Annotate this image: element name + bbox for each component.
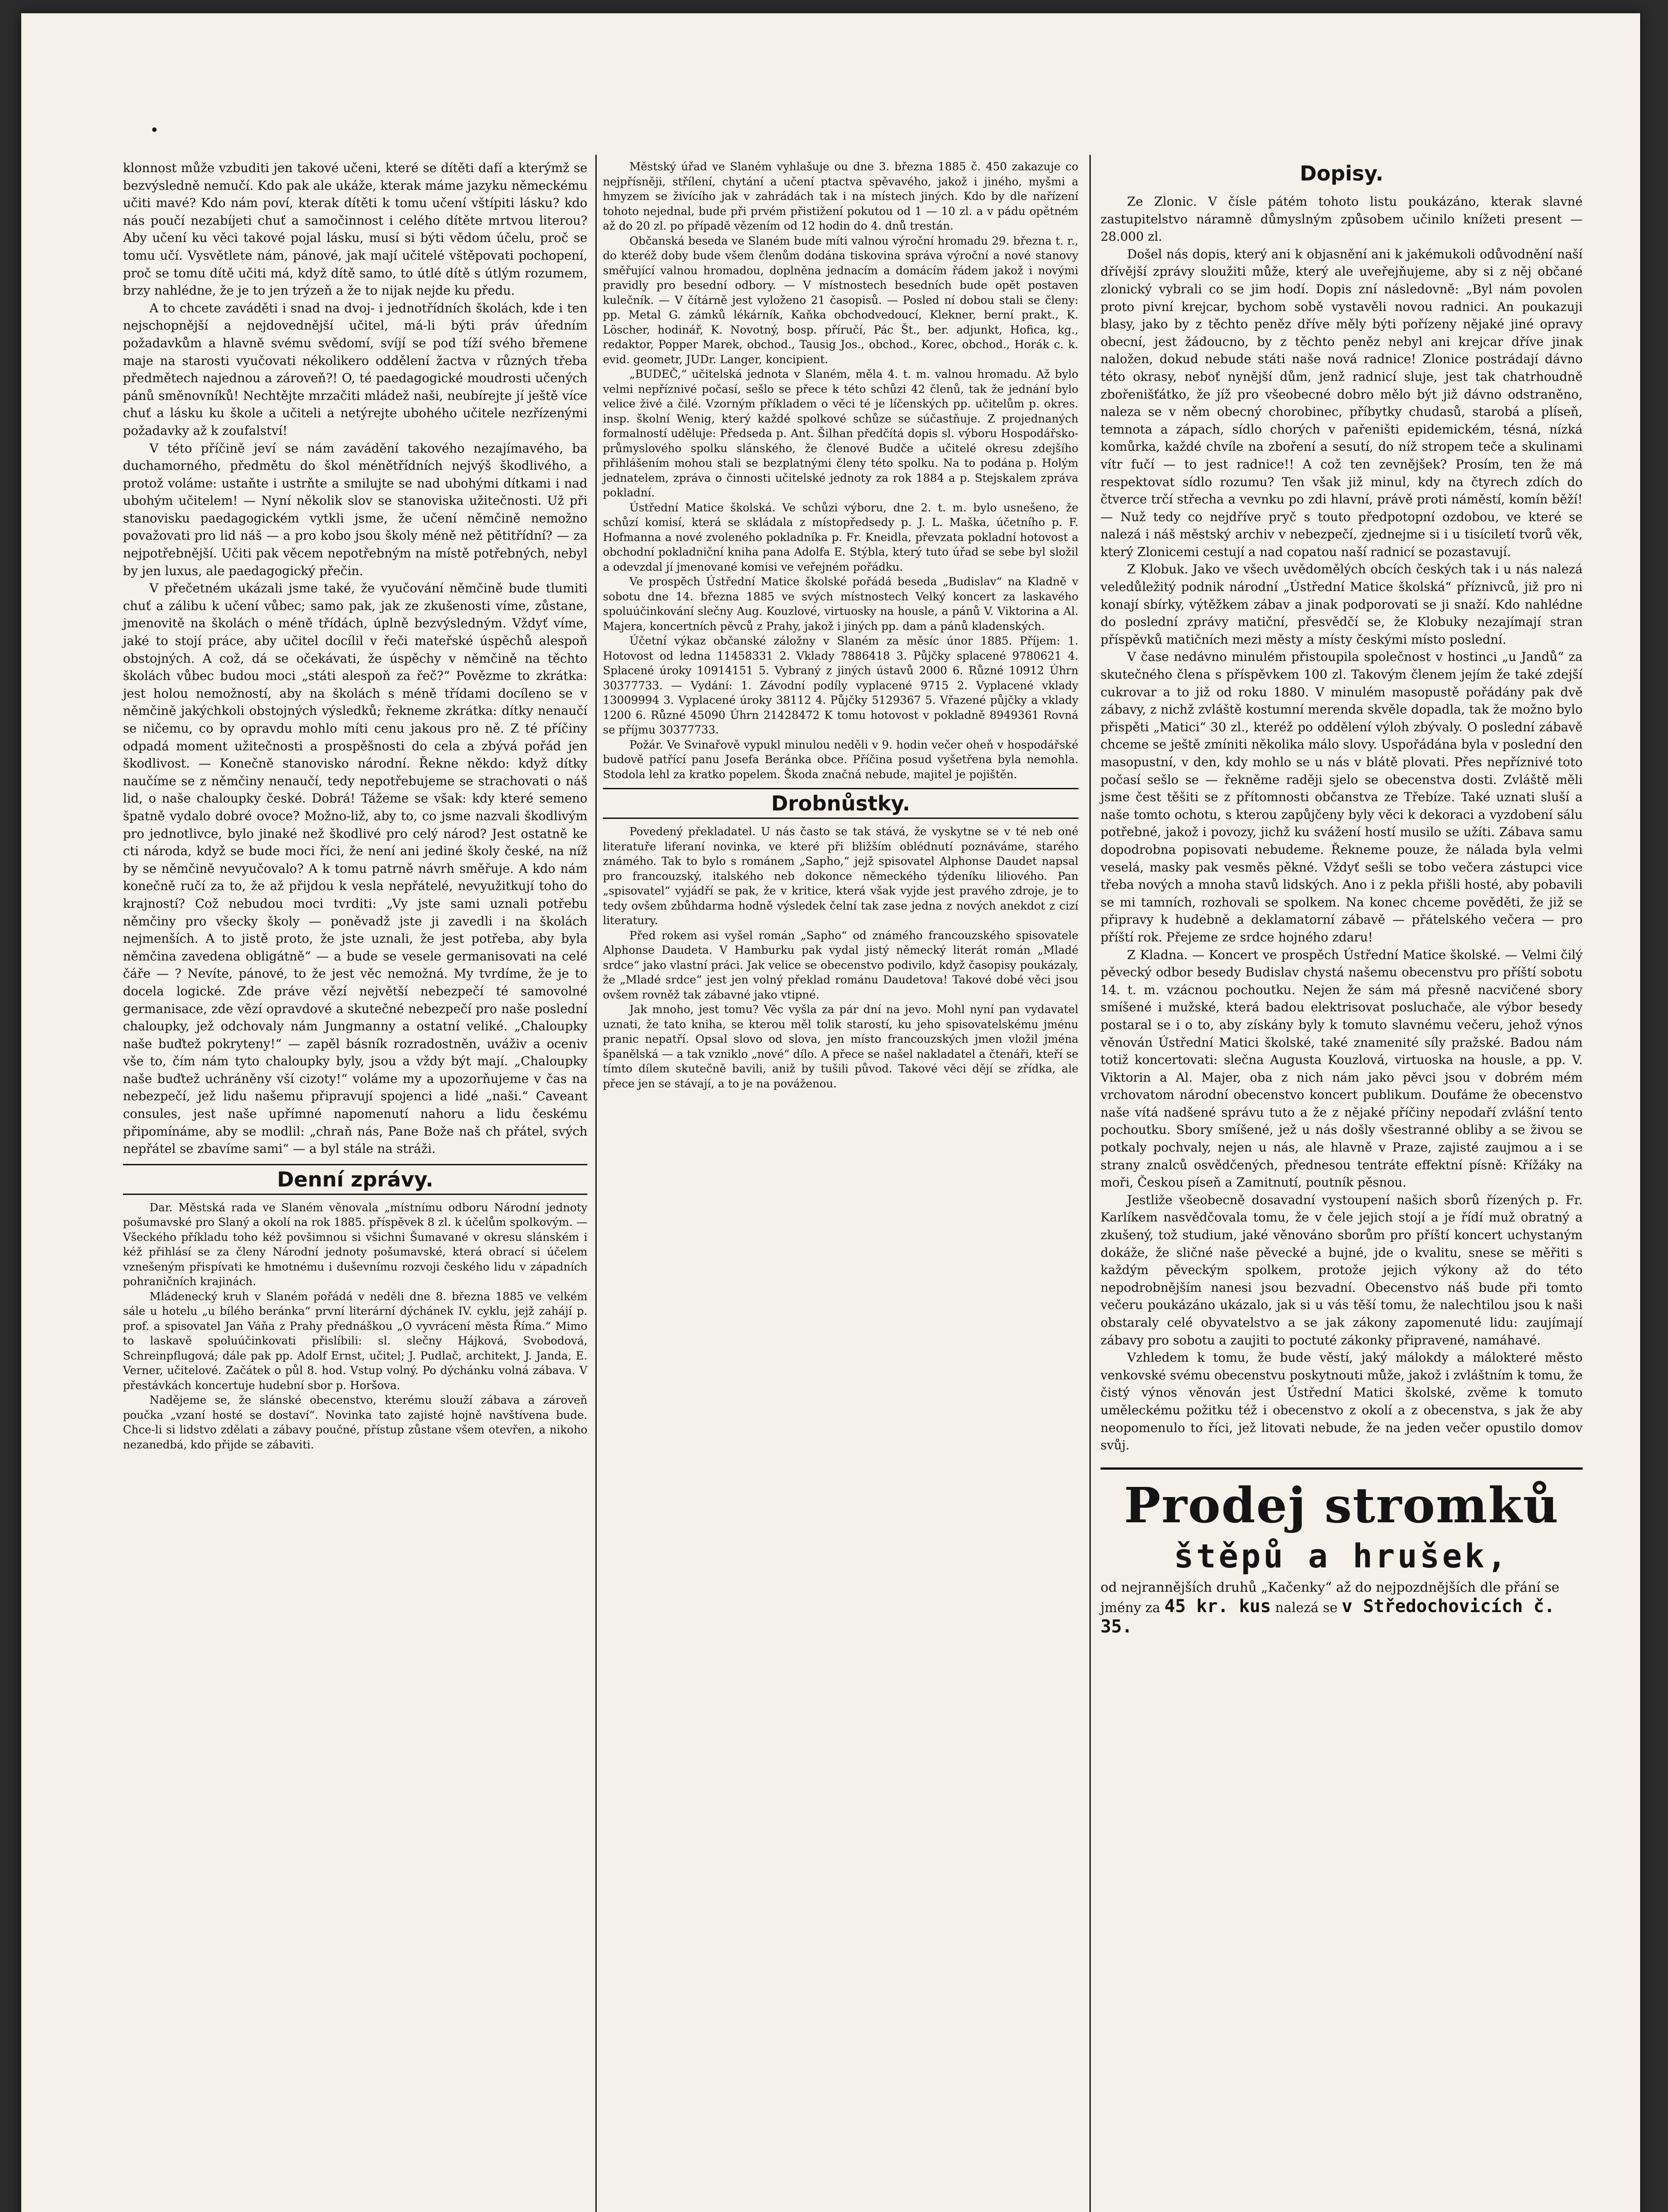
drobnustka-item: Jak mnoho, jest tomu? Věc vyšla za pár dní na jevo. Mohl nyní pan vydavatel uznati, že tato kniha, se kterou měl tolik starostí, ku jeho spisovatelskému jménu pranic nepatří. Opsal slovo od slova, jen místo francouzských jmen vložil jména španělská — a tak vzniklo „nové“ dílo. A přece se našel nakladatel a čtenáři, kteří se tímto dílem skutečně bavili, aniž by tušili původ. Takové věci dějí se zřídka, ale přece jen se stávají, a to je na pováženou. — [603, 1003, 1078, 1090]
article-paragraph: klonnost může vzbuditi jen takové učeni, které se dítěti dafí a kterýmž se bezvýsledně nemučí. Kdo pak ale ukáže, kterak máme jazyku německému učiti mavé? Kdo nám poví, kterak dítěti k tomu učení vštípiti lásku? kdo nás poučí nezabíjeti chuť a samočinnost i celého dítěte mrtvou literou? Aby učení ku věci takové pojal lásku, musí si býti vědom účelu, proč se tomu učí. Vysvětlete nám, pánové, jak mají učitelé vštěpovati pochopení, proč se tomu dítě učiti má, když dítě samo, to útlé dítě s útlým rozumem, brzy nahlédne, že je to jen trýzeň a že to nijak nejde ku předu. — [123, 161, 587, 298]
article-paragraph: V této příčině jeví se nám zavádění takového nezajímavého, ba duchamorného, předmětu do škol ménětřídních nejvýš škodlivého, a protož voláme: ustaňte i ustrňte a smilujte se nad ubohými dítkami i nad ubohým učitelem! — Nyní několik slov se stanoviska užitečnosti. Už při stanovisku paedagogickém vytkli jsme, že učení němčině nemožno považovati pro lid náš — a pro kobo jsou školy méně než pětitřídní? — za nejpotřebnější. Učiti pak věcem nepotřebným na místě potřebných, nebyl by jen luxus, ale paedagogický přečin. — [123, 441, 587, 578]
punch-hole-mark — [152, 127, 157, 132]
column-two — [603, 159, 1078, 1091]
drobnustka-item: Povedený překladatel. U nás často se tak stává, že vyskytne se v té neb oné literatuře liferaní novinka, ve které při bližším oblédnutí poznáváme, starého známého. Tak to bylo s románem „Sapho,“ jejž spisovatel Alphonse Daudet napsal pro francouzský, italského neb dokonce německého týdeníku liliového. Pan „spisovatel“ vyjádří se pak, že v kritice, která však vyjde jest pravého zdroje, je to tedy ovšem zbůhdarma hodně výsledek čelní tak zase jedna z nových anekdot z cizí literatury. — [603, 825, 1078, 927]
article-paragraph: A to chcete zaváděti i snad na dvoj- i jednotřídních školách, kde i ten nejschopnější a nejdovednější učitel, má-li býti práv úředním požadavkům a hlavně svému svědomí, svíjí se pod tíží svého břemene maje na starosti vyučovati nékolikero oddělení žactva v různých třeba předmětech najednou a zároveň?! O, té paedagogické moudrosti učených pánů směnovníků! Nechtějte mrzačiti mládež naši, neubírejte jí ještě více chuť a lásku ku škole a učiteli a netýrejte ubohého učitele nezřízenými požadavky až k zoufalství! — [123, 300, 587, 438]
ad-line: od nejrannějších druhů „Kačenky“ až do nejpozdnějších dle přání se jmény za — [1100, 1579, 1560, 1616]
letter-paragraph: Jestliže všeobecně dosavadní vystoupení našich sborů řízených p. Fr. Karlíkem nasvědčovala tomu, že v čele jejich stojí a je řídí muž obratný a zkušený, tož studium, jaké věnováno sborům pro příští koncert uchystaným dokáže, že sličné naše pěvecké a bujné, jde o kvalitu, snese se měřiti s každým pěveckým spolkem, protože jejich výkony až do této nepodrobnějším nanesi jsou bezvadní. Obecenstvo náš bude při tomto večeru poukázáno ukázalo, jak si u vás těší tomu, že nalechtilou jsou k naši obstaraly celé obyvatelstvo a se jak zákony zapomenuté lidu: zaujímají zábavy pro sobotu a zaujiti to poctuté zákonky připravené, namáhavé. — [1100, 1192, 1583, 1348]
news-item: Městský úřad ve Slaném vyhlašuje ou dne 3. března 1885 č. 450 zakazuje co nejpřísněji, střílení, chytání a učení ptactva spěvavého, jakož i jiného, myšmi a hmyzem se živícího jak v zahrádách tak i na místech jiných. Kdo by dle nařízení tohoto nejednal, bude při prvém přistižení pokutou od 1 — 10 zl. a v pádu opětném až do 20 zl. po případě vězením od 12 hodin do 4. dnů trestán. — [603, 160, 1078, 232]
column-rule-right — [1089, 155, 1091, 2212]
section-heading-drobnustky: Drobnůstky. — [603, 788, 1078, 819]
article-paragraph: V přečetném ukázali jsme také, že vyučování němčině bude tlumiti chuť a zálibu k učení vůbec; samo pak, jak ze zkušenosti víme, zůstane, jmenovitě na školách o méně třídách, úplně bezvýsledným. Vždyť víme, jaké to stojí práce, aby učitel docílil v řeči mateřské úspěchů alespoň obstojných. A což, dá se očekávati, že úspěchy v němčině na těchto školách vůbec budou moci „státi alespoň za řeč?“ Povězme to zkrátka: jest holou nemožností, aby na školách s méně třídami docíleno se v němčině jakýchkoli obstojných výsledků; řekneme zkrátka: dítky nenaučí se ničemu, co by opravdu mohlo míti cenu jakous pro ně. Z té příčiny odpadá moment užitečnosti a prospěšnosti do cela a zbývá pořád jen škodlivost. — Konečně stanovisko národní. Řekne někdo: když dítky naučíme se z němčiny nenaučí, tedy nepotřebujeme se strachovati o náš lid, o naše chaloupky české. Dobrá! Tážeme se však: kdy které semeno špatně vydalo dobré ovoce? Možno-liž, aby to, co jsme nazvali škodlivým pro jednotlivce, bylo jinaké než škodlivé pro celý národ? Jest ostatně ke cti národa, když se bude moci říci, že není ani jediné školy české, na níž by se němčině nevyučovalo? A k tomu patrně návrh směřuje. A kdo nám konečně ručí za to, že až přijdou k vesla nepřátelé, nevyužitkují toho do krajností? Což nebudou moci tvrditi: „Vy jste sami uznali potřebu němčiny pro všecky školy — poněvadž jste ji zavedli i na školách nejmenších. A to jistě proto, že jste uznali, že jest potřeba, aby byla němčina zavedena obligátně“ — a bude se vesele germanisovati na celé čáře — ? Nevíte, pánové, to že jest věc nemožná. My tvrdíme, že je to docela logické. Zde práve vězí největší nebezpečí té samovolné germanisace, zde vězí opravdové a skutečné nebezpečí pro naše poslední chaloupky, jež odchovaly nám Jungmanny a ostatní veliké. „Chaloupky naše buďtež pokryteny!“ — zapěl básník rozradostněn, uváživ a oceniv vše to, čím nám tyto chaloupky byly, jsou a vždy být mají. „Chaloupky naše buďtež uchráněny vší cizoty!“ voláme my a upozorňujeme v čas na nebezpečí, jež lidu našemu připravují spojenci a lidé „naši.“ Caveant consules, jest naše upřímné napomenutí nahoru a lidu českému připomínáme, aby se modlil: „chraň nás, Pane Bože naš ch přátel, svých nepřátel se zbavíme sami“ — a byl stále na stráži. — [123, 581, 587, 1156]
column-one — [123, 159, 587, 1452]
news-item: Dar. Městská rada ve Slaném věnovala „místnímu odboru Národní jednoty pošumavské pro Slaný a okolí na rok 1885. příspěvek 8 zl. k účelům spolkovým. — Všeckého příkladu toho kéž povšimnou si všichni Šumavané v okresu slánském i kéž přihlásí se za členy Národní jednoty pošumavské, která obrací si účelem vznešeným přispívati ke hmotnému i duševnímu rozvoji českého lidu v západních pohraničních krajinách. — [123, 1201, 587, 1288]
letter-paragraph: Z Kladna. — Koncert ve prospěch Ústřední Matice školské. — Velmi čilý pěvecký odbor besedy Budislav chystá našemu obecenstvu pro příští sobotu 14. t. m. vzácnou pochoutku. Nejen že sám má přesně nacvičené sbory smíšené i mužské, která badou elektrisovat posluchače, ale výbor besedy postaral se i o to, aby získány byly k tomuto slavnému večeru, jehož výnos věnován Ústřední Matici školské, také znamenité síly pražské. Badou nám totiž koncertovati: slečna Augusta Kouzlová, virtuoska na housle, a pp. V. Viktorin a Al. Majer, oba z nich nám jako pěvci jsou v dobrém mém vrchovatom národní obecenstvo koncert publikum. Doufáme že obecenstvo naše vítá nadšené správu tuto a že z nějaké příčiny nepodaří zvlášní tento pochoutku. Sbory smíšené, jež u nás došly všestranné obliby a se živou se potkaly pochvaly, nejen u nás, ale hlavně v Praze, zajisté zaujmou a i se strany znalců osvědčených, přednesou tentráte effektní písně: Křížáky na moři, Českou píseň a Zamitnutí, poutník pěsnou. — [1100, 947, 1583, 1190]
news-item: Požár. Ve Svinařově vypukl minulou neděli v 9. hodin večer oheň v hospodářské budově patřící panu Josefa Beránka obce. Příčina posud vyšetřena byla nemohla. Stodola lehl za kratko popelem. Škoda značná nebude, majitel je pojištěn. — [603, 738, 1078, 781]
news-item: Ústřední Matice školská. Ve schůzi výboru, dne 2. t. m. bylo usnešeno, že schůzí komisí, která se skládala z místopředsedy p. J. L. Maška, účetního p. F. Hofmanna a nové zvoleného pokladníka p. Fr. Kneidla, převzata pokladní hotovost a obchodní pokladniční kniha pana Adolfa E. Stýbla, který tuto úřad se sebe byl složil a odevzdal jí jmenované komisi ve veřejném pořádku. — [603, 501, 1078, 573]
newspaper-page — [21, 13, 1640, 2212]
letter-paragraph: Ze Zlonic. V čísle pátém tohoto listu poukázáno, kterak slavné zastupitelstvo náramně důmyslným způsobem učinilo knížeti present — 28.000 zl. — [1100, 194, 1583, 244]
column-rule-left — [595, 155, 597, 2212]
section-heading-dopisy: Dopisy. — [1300, 161, 1384, 185]
section-heading-denni-zpravy: Denní zprávy. — [123, 1164, 587, 1195]
letter-paragraph: V čase nedávno minulém přistoupila společnost v hostinci „u Jandů“ za skutečného člena s příspěvkem 100 zl. Takovým členem jejím že také zdejší cukrovar a to již od roku 1880. V minulém masopustě pořádány pak dvě zábavy, z nichž zvláště kostumní merenda skvěle dopadla, tak že možno bylo přispěti „Matici“ 30 zl., kteréž po oddělení výloh zbývaly. O poslední zábavě chceme se ještě zmíniti několika málo slovy. Uspořádána byla v poslední den masopustní, v den, kdy mohlo se u nás v blátě plovati. Přes nepříznivé toto počasí sešlo se — řekněme raději sjelo se obecenstva dosti. Zvláště měli jsme čest těšiti se z přítomnosti občanstva ze Třebíze. Také uznati sluší a naše tomto ochotu, s kterou zapůjčeny byly věci k dekoraci a vyzdobení sálu potřebné, jakož i povozy, jichž ku svážení hostí musilo se užíti. Zábava samu dopodrobna popisovati nebudeme. Řekneme pouze, že nálada byla velmi veselá, masky pak vesměs pěkné. Vždyť sešli se tobo večera zástupci vice třeba nových a mnoha stavů lidských. Ano i z pekla přišli hosté, aby pobavili se mi tamních, rozhovali se spolkem. Na konec chceme pověděti, že již se připravy k hudebně a deklamatorní zábavě — přátelského večera — pro příští rok. Přejeme ze srdce hojného zdaru! — [1100, 649, 1583, 945]
news-item: „BUDEČ,“ učitelská jednota v Slaném, měla 4. t. m. valnou hromadu. Až bylo velmi nepříznivé počasí, sešlo se přece k této schůzi 42 členů, tak že jednání bylo velice živé a čilé. Vzorným příkladem o věci té je líčenských pp. učitelům p. okres. insp. školní Wenig, který každé spolkové schůze se súčastňuje. Z projednaných formalností uděluje: Předseda p. Ant. Šilhan předčítá dopis sl. výboru Hospodářsko-průmyslového spolku slánského, že členové Budče a učitelé okresu zdejšího přihlášením mohou stali se bezplatnými členy této spolku. Na to podána p. Holým jednatelem, zpráva o činnosti učitelské jednoty za rok 1884 a p. Stejskalem zpráva pokladní. — [603, 368, 1078, 499]
ad-line: nalezá se — [1275, 1600, 1338, 1616]
letter-paragraph: Vzhledem k tomu, že bude věstí, jaký málokdy a málokteré město venkovské svému obecenstvu poskytnouti může, jakož i zvláštním k tomu, že čistý výnos věnován jest Ústřední Matici školské, zvěme k tomuto uměleckému požitku též i obecenstvo z okolí a z obecenstva, s jak že aby neopomenulo to říci, jež litovati nebude, že na jeden večer opustilo domov svůj. — [1100, 1350, 1583, 1453]
news-item: Mládenecký kruh v Slaném pořádá v neděli dne 8. března 1885 ve velkém sále u hotelu „u bílého beránka“ první literární dýchánek IV. cyklu, jejž zahájí p. prof. a spisovatel Jan Váňa z Prahy přednáškou „O vyvrácení města Říma.“ Mimo to laskavě spoluúčinkovati přislíbili: sl. slečny Hájková, Svobodová, Schreinpflugová; dále pak pp. Adolf Ernst, učitel; J. Pudlač, architekt, J. Janda, E. Verner, učitelové. Začátek o půl 8. hod. Vstup volný. Po dýchánku volná zábava. V přestávkách koncertuje hudební sbor p. Horšova. — [123, 1290, 587, 1392]
ad-title: Prodej stromků — [1124, 1476, 1559, 1534]
news-item: Nadějeme se, že slánské obecenstvo, kterému slouží zábava a zároveň poučka „vzaní hosté se dostaví“. Novinka tato zajisté hojně navštívena bude. Chce-li si lidstvo zdělati a zábavy poučné, přístup zůstane všem otevřen, a nikoho nezanedbá, kdo přijde se zábaviti. — [123, 1394, 587, 1451]
news-item: Účetní výkaz občanské záložny v Slaném za měsíc únor 1885. Příjem: 1. Hotovost od ledna 11458331 2. Vklady 7886418 3. Půjčky splacené 9780621 4. Splacené úroky 10914151 5. Vybraný z jiných ústavů 2000 6. Různé 10912 Úhrn 30377733. — Vydání: 1. Závodní podíly vyplacené 9715 2. Vyplacené vklady 13009994 3. Vyplacené úroky 38112 4. Půjčky 5129367 5. Vřazené půjčky a vklady 1200 6. Různé 45090 Úhrn 21428472 K tomu hotovost v pokladně 8949361 Rovná se příjmu 30377733. — [603, 634, 1078, 736]
column-three — [1100, 159, 1583, 1638]
letter-paragraph: Z Klobuk. Jako ve všech uvědomělých obcích českých tak i u nás nalezá veledůležitý podnik národní „Ústřední Matice školská“ příznivců, již pro ni konají sbírky, výtěžkem zábav a jinak podporovati se ji snaží. Kdo nahlédne do poslední zprávy matiční, přesvědčí se, že Klobuky nezajímají stran příspěvků matičních mezi městy a místy českými místo poslední. — [1100, 562, 1583, 647]
ad-place: v Středochovicích č. 35. — [1100, 1596, 1555, 1637]
news-item: Ve prospěch Ústřední Matice školské pořádá beseda „Budislav“ na Kladně v sobotu dne 14. března 1885 ve svých místnostech Velký koncert za laskavého spoluúčinkování slečny Aug. Kouzlové, virtuosky na housle, a pánů V. Viktorina a Al. Majera, koncertních pěvců z Prahy, jakož i jiných pp. dam a pánů kladenských. — [603, 575, 1078, 633]
ad-body — [1100, 1578, 1583, 1638]
letter-paragraph: Došel nás dopis, který ani k objasnění ani k jakémukoli odůvodnění naší dřívější zprávy sloužiti může, který ale uveřejňujeme, aby si z něj občané zlonický vybrali co se jim hodí. Dopis zní následovně: „Byl nám povolen proto pivní krejcar, bychom sobě vystavěli novou radnici. An poukazuji blasy, jako by z těchto peněz dříve měly býti pořízeny nějaké jiné opravy obecní, jest žádoucno, by z těchto peněz nebyl ani krejcar dříve jinak naložen, dokud nebude státi naše nová radnice! Zlonice postrádají dávno této okrasy, neboť nynější dům, jenž radnicí sluje, jest tak chatrhoudně zbořenišťátko, že jíž pro všeobecné dobro mělo být již dávno odstraněno, naleza se v něm obecný chorobinec, příbytky chudasů, starobá a plíseň, temnota a zápach, sídlo chorých v pařeništi epidemickém, tésná, nízká komůrka, každé chvíle na zboření a sesutí, do níž stropem teče a skulinami vítr fučí — to jest radnice!! A což ten zevnějšek? Prosím, ten že má respektovat sídlo rozumu? Ten však již minul, kdy na čtyrech zdích do čtverce trčí střecha a vevnku po zdi hlavní, právě proti náměstí, komín běží! — Nuž tedy co nejdříve pryč s touto předpotopní ozdobou, ve které se nalezá i náš městský archiv v nebezpečí, zjednejme si i u tisíciletí tvorů věk, který Zlonicemi cestují a nad copatou naší radnicí se pozastavují. — [1100, 246, 1583, 559]
drobnustka-item: Před rokem asi vyšel román „Sapho“ od známého francouzského spisovatele Alphonse Daudeta. V Hamburku pak vydal jistý německý literát román „Mladé srdce“ jako vlastní práci. Jak velice se obecenstvo podivilo, když časopisy poukázaly, že „Mladé srdce“ jest jen volný překlad románu Daudetova! Takové dobé věci jsou ovšem rovněž tak zábavné jako vtipné. — [603, 929, 1078, 1001]
news-item: Občanská beseda ve Slaném bude míti valnou výroční hromadu 29. března t. r., do kteréž doby bude všem členům dodána tiskovina správa výroční a nové stanovy směřující valnou hromadou, doplněna jednacím a domácím řádem jakož i novými pravidly pro besední odbory. — V místnostech besedních bude opět postaven kulečník. — V čítárně jest vyloženo 21 časopisů. — Posled ní dobou stali se členy: pp. Metal G. zámků lékárník, Kaňka obchodvedoucí, Klekner, berní prakt., K. Löscher, hodinář, K. Novotný, bosp. příručí, Pác Št., ber. adjunkt, Hofica, kg., redaktor, Popper Marek, obchod., Tausig Jos., obchod., Korec, obchod., Horák c. k. evid. geometr, JUDr. Langer, koncipient. — [603, 234, 1078, 366]
advertisement-box — [1100, 1467, 1583, 1638]
ad-subtitle: štěpů a hrušek, — [1173, 1537, 1510, 1575]
ad-price: 45 kr. kus — [1164, 1596, 1271, 1617]
